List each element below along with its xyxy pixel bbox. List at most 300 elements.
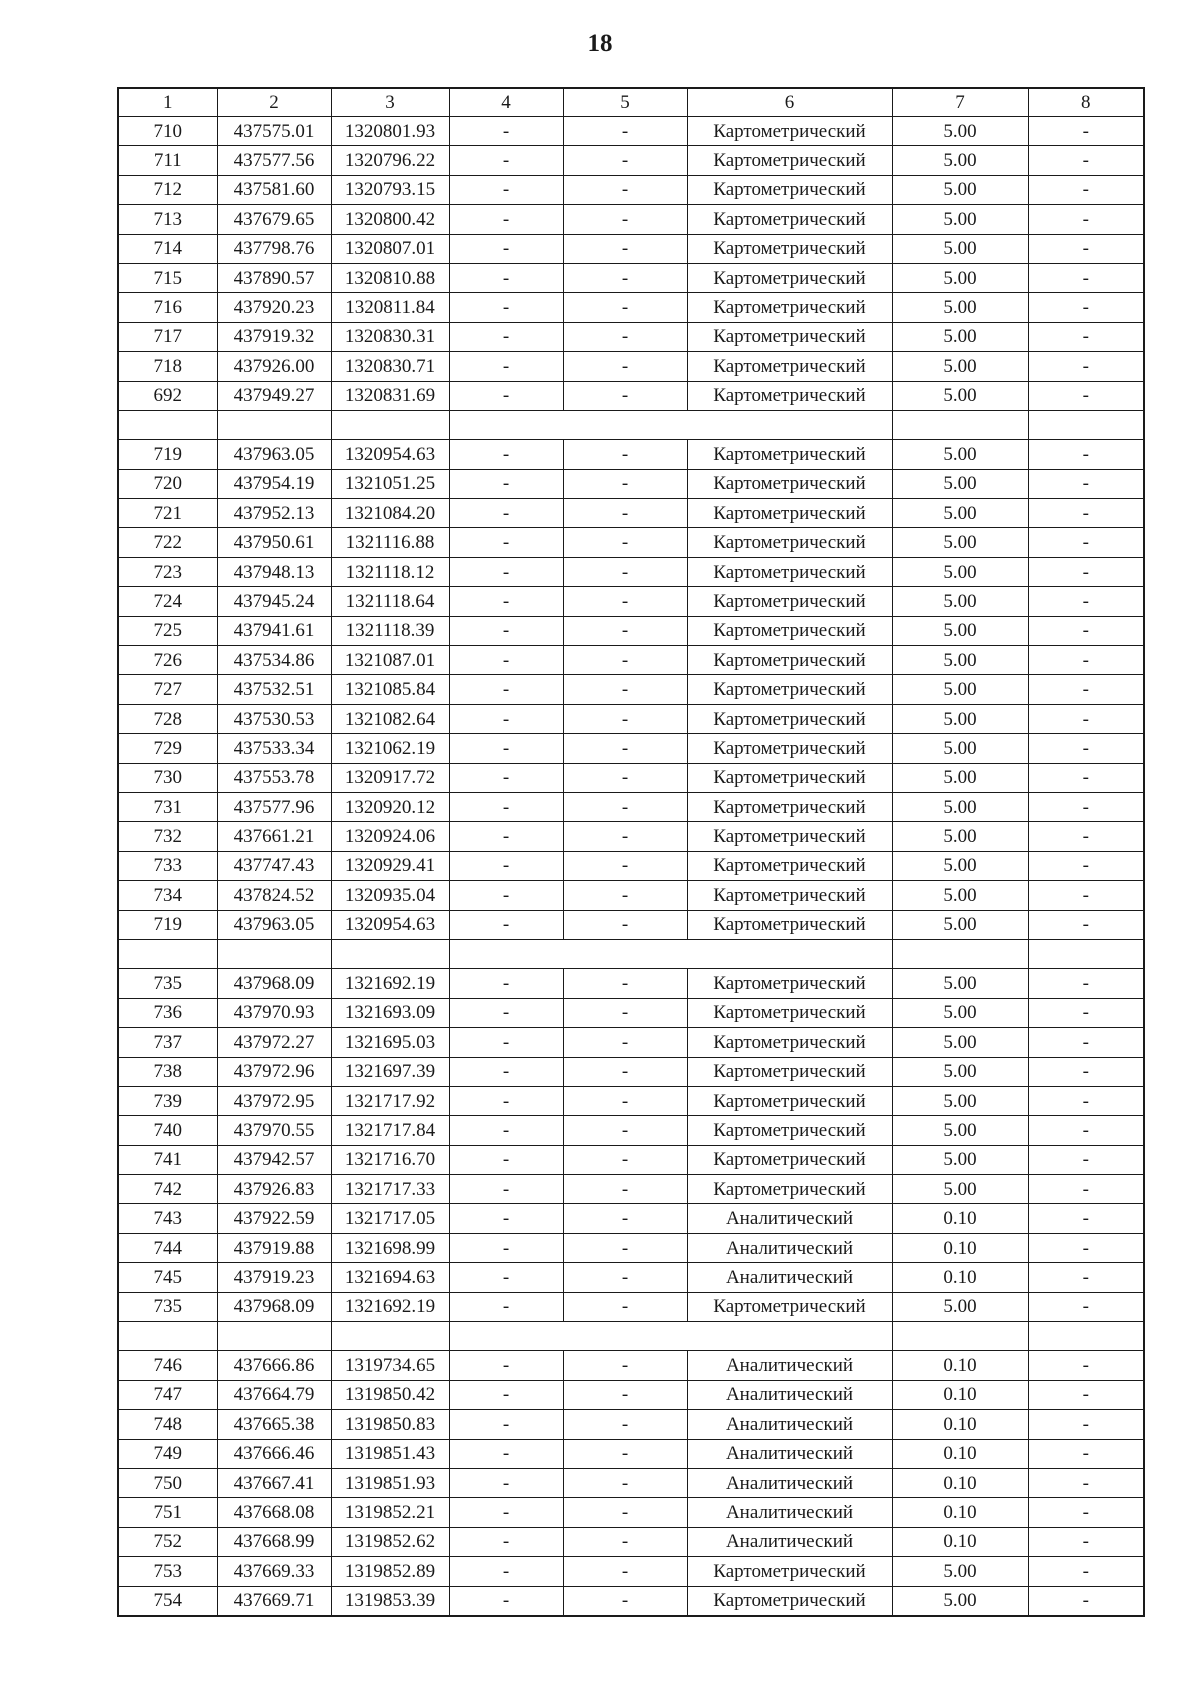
table-cell: - (449, 1410, 563, 1439)
table-cell: - (563, 587, 687, 616)
table-cell: - (1028, 1586, 1144, 1616)
table-cell: 738 (118, 1057, 217, 1086)
table-cell: 437668.08 (217, 1498, 331, 1527)
table-row (118, 881, 1144, 910)
table-cell: - (563, 175, 687, 204)
table-cell: 437950.61 (217, 528, 331, 557)
table-cell: 1320811.84 (331, 293, 449, 322)
table-row (118, 734, 1144, 763)
table-separator-row (118, 410, 1144, 439)
table-cell: 716 (118, 293, 217, 322)
table-cell: Аналитический (687, 1527, 892, 1556)
table-cell: 731 (118, 792, 217, 821)
table-cell: 437824.52 (217, 881, 331, 910)
table-cell: 1321717.05 (331, 1204, 449, 1233)
table-cell: Картометрический (687, 469, 892, 498)
table-cell: 5.00 (892, 352, 1028, 381)
table-cell: 437952.13 (217, 499, 331, 528)
table-row (118, 293, 1144, 322)
table-cell: Картометрический (687, 616, 892, 645)
table-cell: 717 (118, 322, 217, 351)
table-cell: Картометрический (687, 1086, 892, 1115)
table-cell: 437668.99 (217, 1527, 331, 1556)
table-cell: 1321692.19 (331, 1292, 449, 1321)
table-cell: - (449, 322, 563, 351)
table-cell: 5.00 (892, 499, 1028, 528)
table-row (118, 234, 1144, 263)
table-cell: 437942.57 (217, 1145, 331, 1174)
table-row (118, 1586, 1144, 1616)
table-row (118, 1057, 1144, 1086)
column-header: 6 (687, 88, 892, 117)
table-row (118, 704, 1144, 733)
table-cell: - (449, 117, 563, 146)
table-cell: 5.00 (892, 469, 1028, 498)
table-cell: Картометрический (687, 440, 892, 469)
table-cell: 732 (118, 822, 217, 851)
table-row (118, 1145, 1144, 1174)
table-row (118, 1468, 1144, 1497)
table-cell: 753 (118, 1557, 217, 1586)
separator-cell (331, 939, 449, 968)
table-cell: - (449, 440, 563, 469)
table-cell: 5.00 (892, 763, 1028, 792)
table-cell: - (1028, 1145, 1144, 1174)
table-cell: - (449, 1527, 563, 1556)
table-row (118, 1557, 1144, 1586)
table-cell: 5.00 (892, 792, 1028, 821)
table-cell: 1321087.01 (331, 646, 449, 675)
table-cell: 1321085.84 (331, 675, 449, 704)
table-cell: - (563, 1410, 687, 1439)
table-cell: - (1028, 675, 1144, 704)
table-cell: 751 (118, 1498, 217, 1527)
table-cell: - (1028, 998, 1144, 1027)
table-cell: - (449, 851, 563, 880)
table-cell: 1321118.39 (331, 616, 449, 645)
separator-cell (449, 939, 563, 968)
table-cell: 739 (118, 1086, 217, 1115)
table-cell: - (563, 499, 687, 528)
table-cell: - (1028, 792, 1144, 821)
table-cell: 1321692.19 (331, 969, 449, 998)
table-cell: 437553.78 (217, 763, 331, 792)
table-row (118, 616, 1144, 645)
table-cell: - (1028, 1292, 1144, 1321)
table-cell: - (1028, 1439, 1144, 1468)
table-cell: - (563, 1057, 687, 1086)
table-cell: - (449, 1380, 563, 1409)
table-cell: Картометрический (687, 117, 892, 146)
table-cell: 748 (118, 1410, 217, 1439)
table-cell: - (1028, 851, 1144, 880)
table-cell: 744 (118, 1233, 217, 1262)
table-cell: - (1028, 1028, 1144, 1057)
table-cell: 5.00 (892, 675, 1028, 704)
table-cell: - (563, 763, 687, 792)
table-cell: - (563, 263, 687, 292)
table-cell: 0.10 (892, 1410, 1028, 1439)
table-cell: Картометрический (687, 969, 892, 998)
table-row (118, 1263, 1144, 1292)
table-cell: - (1028, 1263, 1144, 1292)
table-cell: 5.00 (892, 381, 1028, 410)
table-cell: - (1028, 1116, 1144, 1145)
table-cell: 0.10 (892, 1233, 1028, 1262)
separator-cell (331, 410, 449, 439)
table-cell: - (449, 528, 563, 557)
separator-cell (449, 1322, 563, 1351)
table-cell: 437968.09 (217, 1292, 331, 1321)
table-cell: - (449, 1145, 563, 1174)
table-row (118, 1498, 1144, 1527)
table-cell: 437669.71 (217, 1586, 331, 1616)
table-row (118, 175, 1144, 204)
table-cell: - (563, 322, 687, 351)
table-cell: Аналитический (687, 1410, 892, 1439)
table-cell: 1321118.64 (331, 587, 449, 616)
table-cell: 715 (118, 263, 217, 292)
table-cell: - (563, 704, 687, 733)
table-cell: 437972.27 (217, 1028, 331, 1057)
table-cell: 437664.79 (217, 1380, 331, 1409)
table-cell: 0.10 (892, 1527, 1028, 1556)
table-cell: 437890.57 (217, 263, 331, 292)
table-cell: 1319852.89 (331, 1557, 449, 1586)
separator-cell (1028, 939, 1144, 968)
table-cell: - (449, 234, 563, 263)
table-cell: 714 (118, 234, 217, 263)
separator-cell (687, 1322, 892, 1351)
table-cell: Картометрический (687, 998, 892, 1027)
table-cell: 437666.46 (217, 1439, 331, 1468)
table-cell: - (563, 352, 687, 381)
table-cell: 437667.41 (217, 1468, 331, 1497)
table-row (118, 381, 1144, 410)
table-cell: 740 (118, 1116, 217, 1145)
table-cell: - (1028, 322, 1144, 351)
table-cell: 1320796.22 (331, 146, 449, 175)
table-row (118, 1439, 1144, 1468)
table-row (118, 528, 1144, 557)
table-cell: 437534.86 (217, 646, 331, 675)
table-cell: Картометрический (687, 205, 892, 234)
table-cell: 437530.53 (217, 704, 331, 733)
table-row (118, 822, 1144, 851)
table-cell: Картометрический (687, 293, 892, 322)
separator-cell (687, 939, 892, 968)
table-cell: 737 (118, 1028, 217, 1057)
table-cell: 5.00 (892, 998, 1028, 1027)
table-cell: 1320929.41 (331, 851, 449, 880)
table-cell: 1321697.39 (331, 1057, 449, 1086)
table-row (118, 646, 1144, 675)
table-cell: 1321084.20 (331, 499, 449, 528)
table-cell: - (1028, 499, 1144, 528)
table-cell: 1320924.06 (331, 822, 449, 851)
table-cell: Картометрический (687, 822, 892, 851)
table-cell: - (1028, 175, 1144, 204)
table-cell: - (449, 587, 563, 616)
table-cell: - (1028, 146, 1144, 175)
table-cell: - (449, 616, 563, 645)
table-cell: Картометрический (687, 910, 892, 939)
table-cell: 5.00 (892, 587, 1028, 616)
table-cell: 1321716.70 (331, 1145, 449, 1174)
table-separator-row (118, 939, 1144, 968)
separator-cell (118, 410, 217, 439)
table-cell: - (449, 763, 563, 792)
separator-cell (563, 939, 687, 968)
table-cell: - (449, 1351, 563, 1380)
table-cell: - (1028, 1057, 1144, 1086)
table-cell: Картометрический (687, 881, 892, 910)
separator-cell (331, 1322, 449, 1351)
table-cell: 437665.38 (217, 1410, 331, 1439)
table-cell: 437919.23 (217, 1263, 331, 1292)
table-cell: 721 (118, 499, 217, 528)
table-cell: 5.00 (892, 1145, 1028, 1174)
table-cell: - (449, 881, 563, 910)
table-cell: 1320954.63 (331, 440, 449, 469)
table-cell: 437954.19 (217, 469, 331, 498)
table-cell: 729 (118, 734, 217, 763)
table-cell: Картометрический (687, 1145, 892, 1174)
separator-cell (1028, 1322, 1144, 1351)
table-cell: - (563, 117, 687, 146)
table-cell: - (449, 1028, 563, 1057)
table-cell: Аналитический (687, 1380, 892, 1409)
table-cell: - (449, 1116, 563, 1145)
table-cell: - (563, 910, 687, 939)
table-cell: 5.00 (892, 205, 1028, 234)
table-row (118, 499, 1144, 528)
table-cell: Картометрический (687, 1292, 892, 1321)
table-cell: 5.00 (892, 1028, 1028, 1057)
table-cell: 1320830.71 (331, 352, 449, 381)
table-cell: - (1028, 1527, 1144, 1556)
coordinates-table (117, 87, 1145, 1617)
table-cell: 754 (118, 1586, 217, 1616)
separator-cell (892, 410, 1028, 439)
table-cell: 1319850.42 (331, 1380, 449, 1409)
column-header: 7 (892, 88, 1028, 117)
table-cell: 1321051.25 (331, 469, 449, 498)
table-cell: 1320831.69 (331, 381, 449, 410)
table-cell: - (563, 734, 687, 763)
table-cell: - (449, 998, 563, 1027)
table-cell: 5.00 (892, 881, 1028, 910)
table-cell: 745 (118, 1263, 217, 1292)
table-cell: Картометрический (687, 352, 892, 381)
table-cell: - (563, 1527, 687, 1556)
table-cell: Картометрический (687, 234, 892, 263)
table-cell: 5.00 (892, 910, 1028, 939)
table-cell: - (449, 1057, 563, 1086)
table-cell: - (449, 499, 563, 528)
table-cell: - (1028, 616, 1144, 645)
table-row (118, 1292, 1144, 1321)
table-cell: 1319850.83 (331, 1410, 449, 1439)
table-cell: - (563, 234, 687, 263)
table-cell: 1321695.03 (331, 1028, 449, 1057)
table-cell: 5.00 (892, 175, 1028, 204)
table-cell: 437970.55 (217, 1116, 331, 1145)
table-cell: 437972.95 (217, 1086, 331, 1115)
table-row (118, 146, 1144, 175)
table-cell: - (1028, 1557, 1144, 1586)
table-cell: 749 (118, 1439, 217, 1468)
table-cell: Картометрический (687, 734, 892, 763)
table-cell: - (563, 646, 687, 675)
table-cell: Картометрический (687, 557, 892, 586)
table-cell: 437926.00 (217, 352, 331, 381)
table-cell: 5.00 (892, 1292, 1028, 1321)
table-cell: 1320920.12 (331, 792, 449, 821)
table-cell: 437919.32 (217, 322, 331, 351)
table-row (118, 910, 1144, 939)
table-cell: 1320800.42 (331, 205, 449, 234)
table-cell: 5.00 (892, 1116, 1028, 1145)
table-cell: 5.00 (892, 263, 1028, 292)
table-cell: - (1028, 263, 1144, 292)
table-cell: 1319734.65 (331, 1351, 449, 1380)
table-cell: 743 (118, 1204, 217, 1233)
table-cell: - (1028, 704, 1144, 733)
table-cell: - (1028, 822, 1144, 851)
table-cell: Картометрический (687, 704, 892, 733)
table-cell: - (449, 1086, 563, 1115)
table-cell: - (563, 381, 687, 410)
table-cell: - (449, 822, 563, 851)
table-cell: - (1028, 1351, 1144, 1380)
table-cell: Картометрический (687, 587, 892, 616)
table-cell: - (449, 910, 563, 939)
table-cell: - (563, 1380, 687, 1409)
table-cell: - (449, 646, 563, 675)
table-cell: - (449, 293, 563, 322)
table-cell: 437963.05 (217, 910, 331, 939)
table-cell: 437970.93 (217, 998, 331, 1027)
table-cell: 437747.43 (217, 851, 331, 880)
table-cell: - (1028, 117, 1144, 146)
table-cell: 1321717.92 (331, 1086, 449, 1115)
table-cell: 437577.56 (217, 146, 331, 175)
table-row (118, 998, 1144, 1027)
separator-cell (217, 1322, 331, 1351)
table-cell: 437581.60 (217, 175, 331, 204)
table-cell: - (1028, 1410, 1144, 1439)
table-cell: 720 (118, 469, 217, 498)
table-cell: 0.10 (892, 1468, 1028, 1497)
table-cell: - (1028, 557, 1144, 586)
table-cell: 741 (118, 1145, 217, 1174)
table-cell: 723 (118, 557, 217, 586)
table-cell: 0.10 (892, 1498, 1028, 1527)
table-cell: 437968.09 (217, 969, 331, 998)
table-cell: - (563, 205, 687, 234)
page-number: 18 (587, 30, 613, 57)
table-cell: Аналитический (687, 1468, 892, 1497)
table-cell: - (449, 969, 563, 998)
table-row (118, 969, 1144, 998)
table-cell: 1321717.33 (331, 1175, 449, 1204)
table-cell: - (1028, 1380, 1144, 1409)
table-cell: - (449, 1557, 563, 1586)
table-cell: - (1028, 734, 1144, 763)
table-cell: Аналитический (687, 1439, 892, 1468)
table-row (118, 117, 1144, 146)
table-cell: 437926.83 (217, 1175, 331, 1204)
table-cell: - (1028, 1498, 1144, 1527)
table-cell: - (1028, 646, 1144, 675)
table-cell: - (1028, 587, 1144, 616)
table-cell: - (563, 469, 687, 498)
table-cell: - (563, 1145, 687, 1174)
separator-cell (1028, 410, 1144, 439)
table-cell: 727 (118, 675, 217, 704)
table-row (118, 1527, 1144, 1556)
table-cell: Картометрический (687, 1057, 892, 1086)
table-cell: Картометрический (687, 792, 892, 821)
table-cell: Аналитический (687, 1351, 892, 1380)
table-cell: Аналитический (687, 1233, 892, 1262)
table-cell: 5.00 (892, 969, 1028, 998)
table-cell: 437948.13 (217, 557, 331, 586)
table-cell: 719 (118, 440, 217, 469)
table-cell: - (563, 1263, 687, 1292)
table-cell: - (563, 1204, 687, 1233)
table-row (118, 675, 1144, 704)
table-cell: Картометрический (687, 381, 892, 410)
table-cell: - (563, 1557, 687, 1586)
table-cell: - (449, 704, 563, 733)
table-cell: 437532.51 (217, 675, 331, 704)
table-cell: - (563, 822, 687, 851)
column-header: 1 (118, 88, 217, 117)
table-cell: Картометрический (687, 1116, 892, 1145)
table-cell: Аналитический (687, 1263, 892, 1292)
table-cell: - (1028, 1204, 1144, 1233)
table-cell: 437798.76 (217, 234, 331, 263)
table-cell: 5.00 (892, 1557, 1028, 1586)
table-cell: - (563, 675, 687, 704)
table-separator-row (118, 1322, 1144, 1351)
table-cell: - (563, 1439, 687, 1468)
table-cell: Картометрический (687, 763, 892, 792)
table-cell: 734 (118, 881, 217, 910)
table-cell: Картометрический (687, 675, 892, 704)
table-cell: 437920.23 (217, 293, 331, 322)
table-row (118, 1233, 1144, 1262)
table-cell: - (449, 1439, 563, 1468)
table-cell: - (563, 881, 687, 910)
table-cell: - (1028, 293, 1144, 322)
table-cell: - (449, 734, 563, 763)
table-cell: 736 (118, 998, 217, 1027)
table-cell: 1321698.99 (331, 1233, 449, 1262)
table-cell: 1319852.21 (331, 1498, 449, 1527)
table-cell: 719 (118, 910, 217, 939)
table-cell: - (449, 205, 563, 234)
table-cell: Картометрический (687, 1028, 892, 1057)
table-cell: 5.00 (892, 704, 1028, 733)
table-cell: 1320954.63 (331, 910, 449, 939)
table-cell: 437533.34 (217, 734, 331, 763)
table-cell: - (449, 1498, 563, 1527)
table-cell: 733 (118, 851, 217, 880)
table-cell: Картометрический (687, 528, 892, 557)
